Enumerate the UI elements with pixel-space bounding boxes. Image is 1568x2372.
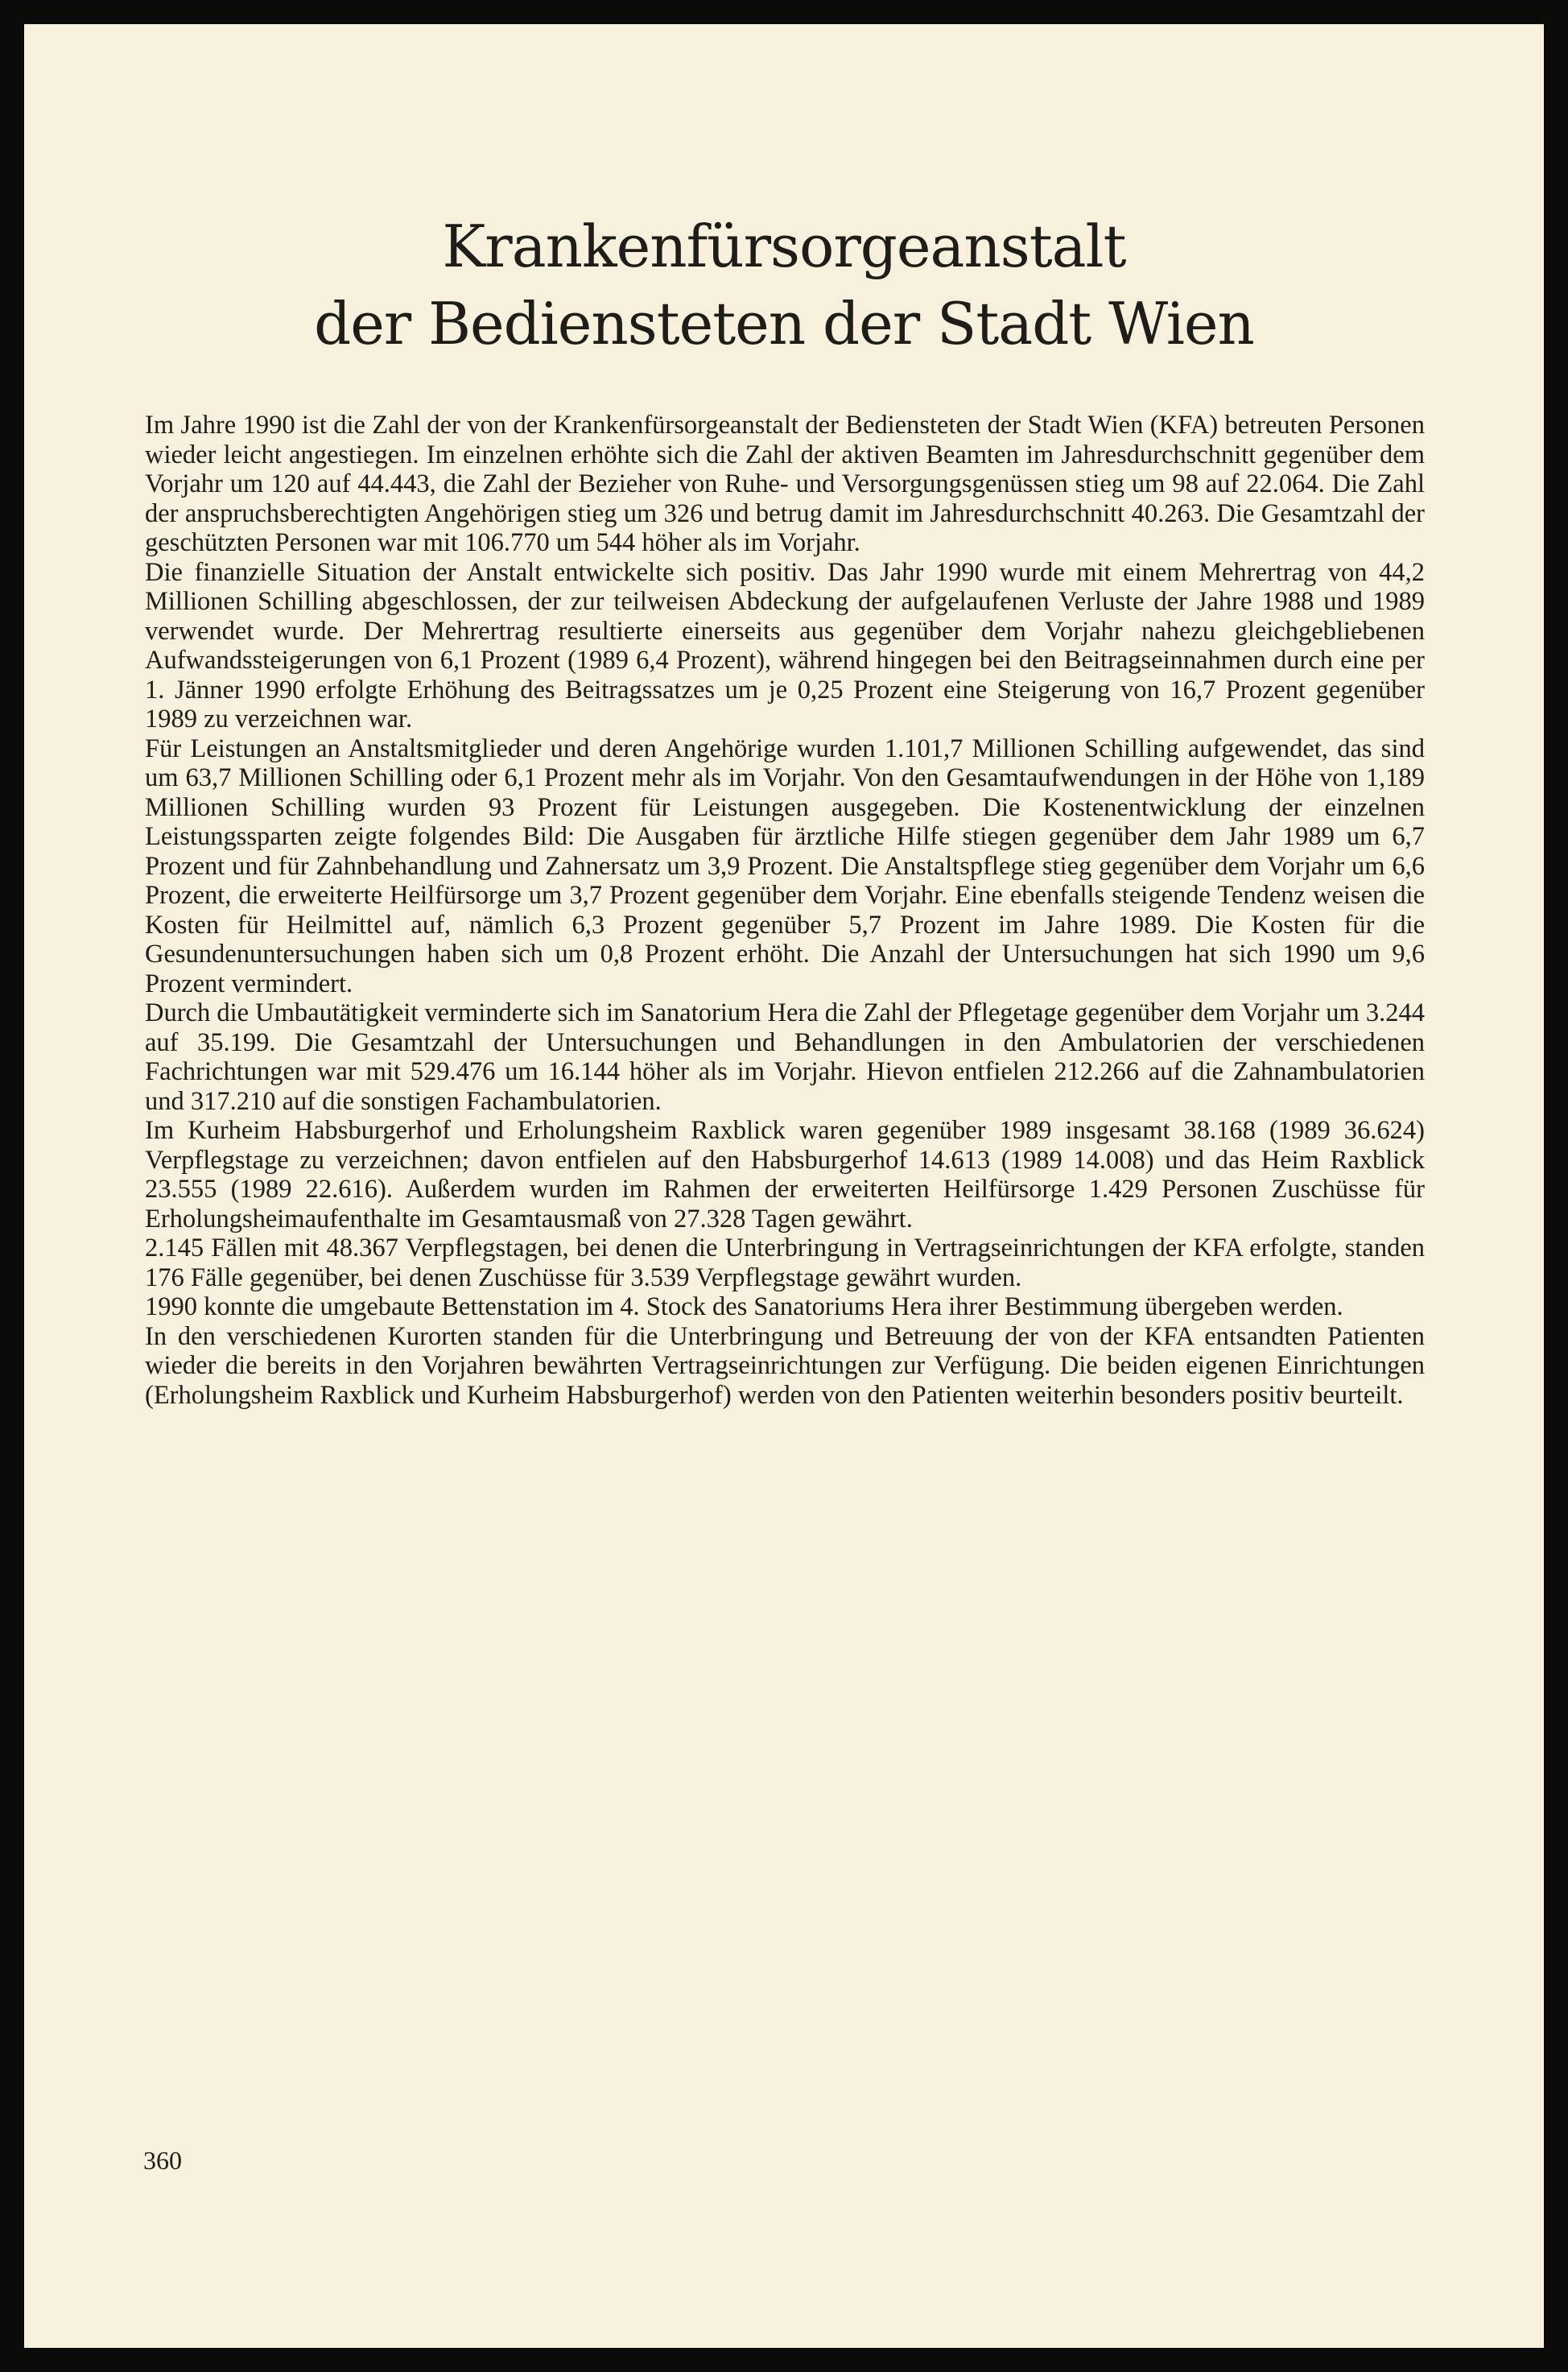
paragraph-4: Durch die Umbautätigkeit verminderte sich im Sanatorium Hera die Zahl der Pflegetage gegenüber dem Vorjahr um 3.244 auf 35.199. Die Gesamtzahl der Untersuchungen und Behandlungen in den Ambulatorien der verschiedenen Fachrichtungen war mit 529.476 um 16.144 höher als im Vorjahr. Hievon entfielen 212.266 auf die Zahnambulatorien und 317.210 auf die sonstigen Fachambulatorien. (145, 998, 1425, 1116)
body-text (145, 411, 1425, 1410)
page-number: 360 (143, 2146, 182, 2175)
paragraph-7: 1990 konnte die umgebaute Bettenstation im 4. Stock des Sanatoriums Hera ihrer Bestimmung übergeben werden. (145, 1292, 1343, 1321)
title-line-2: der Bediensteten der Stadt Wien (314, 290, 1254, 357)
paragraph-3: Für Leistungen an Anstaltsmitglieder und deren Angehörige wurden 1.101,7 Millionen Schilling aufgewendet, das sind um 63,7 Millionen Schilling oder 6,1 Prozent mehr als im Vorjahr. Von den Gesamtaufwendungen in der Höhe von 1,189 Millionen Schilling wurden 93 Prozent für Leistungen ausgegeben. Die Kostenentwicklung der einzelnen Leistungssparten zeigte folgendes Bild: Die Ausgaben für ärztliche Hilfe stiegen gegenüber dem Jahr 1989 um 6,7 Prozent und für Zahnbehandlung und Zahnersatz um 3,9 Prozent. Die Anstaltspflege stieg gegenüber dem Vorjahr um 6,6 Prozent, die erweiterte Heilfürsorge um 3,7 Prozent gegenüber dem Vorjahr. Eine ebenfalls steigende Tendenz weisen die Kosten für Heilmittel auf, nämlich 6,3 Prozent gegenüber 5,7 Prozent im Jahre 1989. Die Kosten für die Gesundenuntersuchungen haben sich um 0,8 Prozent erhöht. Die Anzahl der Untersuchungen hat sich 1990 um 9,6 Prozent vermindert. (145, 734, 1425, 998)
paragraph-1: Im Jahre 1990 ist die Zahl der von der Krankenfürsorgeanstalt der Bediensteten der Stadt Wien (KFA) betreuten Personen wieder leicht angestiegen. Im einzelnen erhöhte sich die Zahl der aktiven Beamten im Jahresdurchschnitt gegenüber dem Vorjahr um 120 auf 44.443, die Zahl der Bezieher von Ruhe- und Versorgungsgenüssen stieg um 98 auf 22.064. Die Zahl der anspruchsberechtigten Angehörigen stieg um 326 und betrug damit im Jahresdurchschnitt 40.263. Die Gesamtzahl der geschützten Personen war mit 106.770 um 544 höher als im Vorjahr. (145, 411, 1425, 557)
paragraph-2: Die finanzielle Situation der Anstalt entwickelte sich positiv. Das Jahr 1990 wurde mit einem Mehrertrag von 44,2 Millionen Schilling abgeschlossen, der zur teilweisen Abdeckung der aufgelaufenen Verluste der Jahre 1988 und 1989 verwendet wurde. Der Mehrertrag resultierte einerseits aus gegenüber dem Vorjahr nahezu gleichgebliebenen Aufwandssteigerungen von 6,1 Prozent (1989 6,4 Prozent), während hingegen bei den Beitragseinnahmen durch eine per 1. Jänner 1990 erfolgte Erhöhung des Beitragssatzes um je 0,25 Prozent eine Steigerung von 16,7 Prozent gegenüber 1989 zu verzeichnen war. (145, 557, 1425, 734)
paragraph-8: In den verschiedenen Kurorten standen für die Unterbringung und Betreuung der von der KFA entsandten Patienten wieder die bereits in den Vorjahren bewährten Vertragseinrichtungen zur Verfügung. Die beiden eigenen Einrichtungen (Erholungsheim Raxblick und Kurheim Habsburgerhof) werden von den Patienten weiterhin besonders positiv beurteilt. (145, 1321, 1425, 1410)
title-line-1: Krankenfürsorgeanstalt (442, 213, 1126, 280)
paragraph-6: 2.145 Fällen mit 48.367 Verpflegstagen, bei denen die Unterbringung in Vertragseinrichtungen der KFA erfolgte, standen 176 Fälle gegenüber, bei denen Zuschüsse für 3.539 Verpflegstage gewährt wurden. (145, 1234, 1425, 1292)
paragraph-5: Im Kurheim Habsburgerhof und Erholungsheim Raxblick waren gegenüber 1989 insgesamt 38.168 (1989 36.624) Verpflegstage zu verzeichnen; davon entfielen auf den Habsburgerhof 14.613 (1989 14.008) und das Heim Raxblick 23.555 (1989 22.616). Außerdem wurden im Rahmen der erweiterten Heilfürsorge 1.429 Personen Zuschüsse für Erholungsheimaufenthalte im Gesamtausmaß von 27.328 Tagen gewährt. (145, 1116, 1425, 1234)
document-page (24, 24, 1544, 2348)
page-title (24, 208, 1544, 362)
